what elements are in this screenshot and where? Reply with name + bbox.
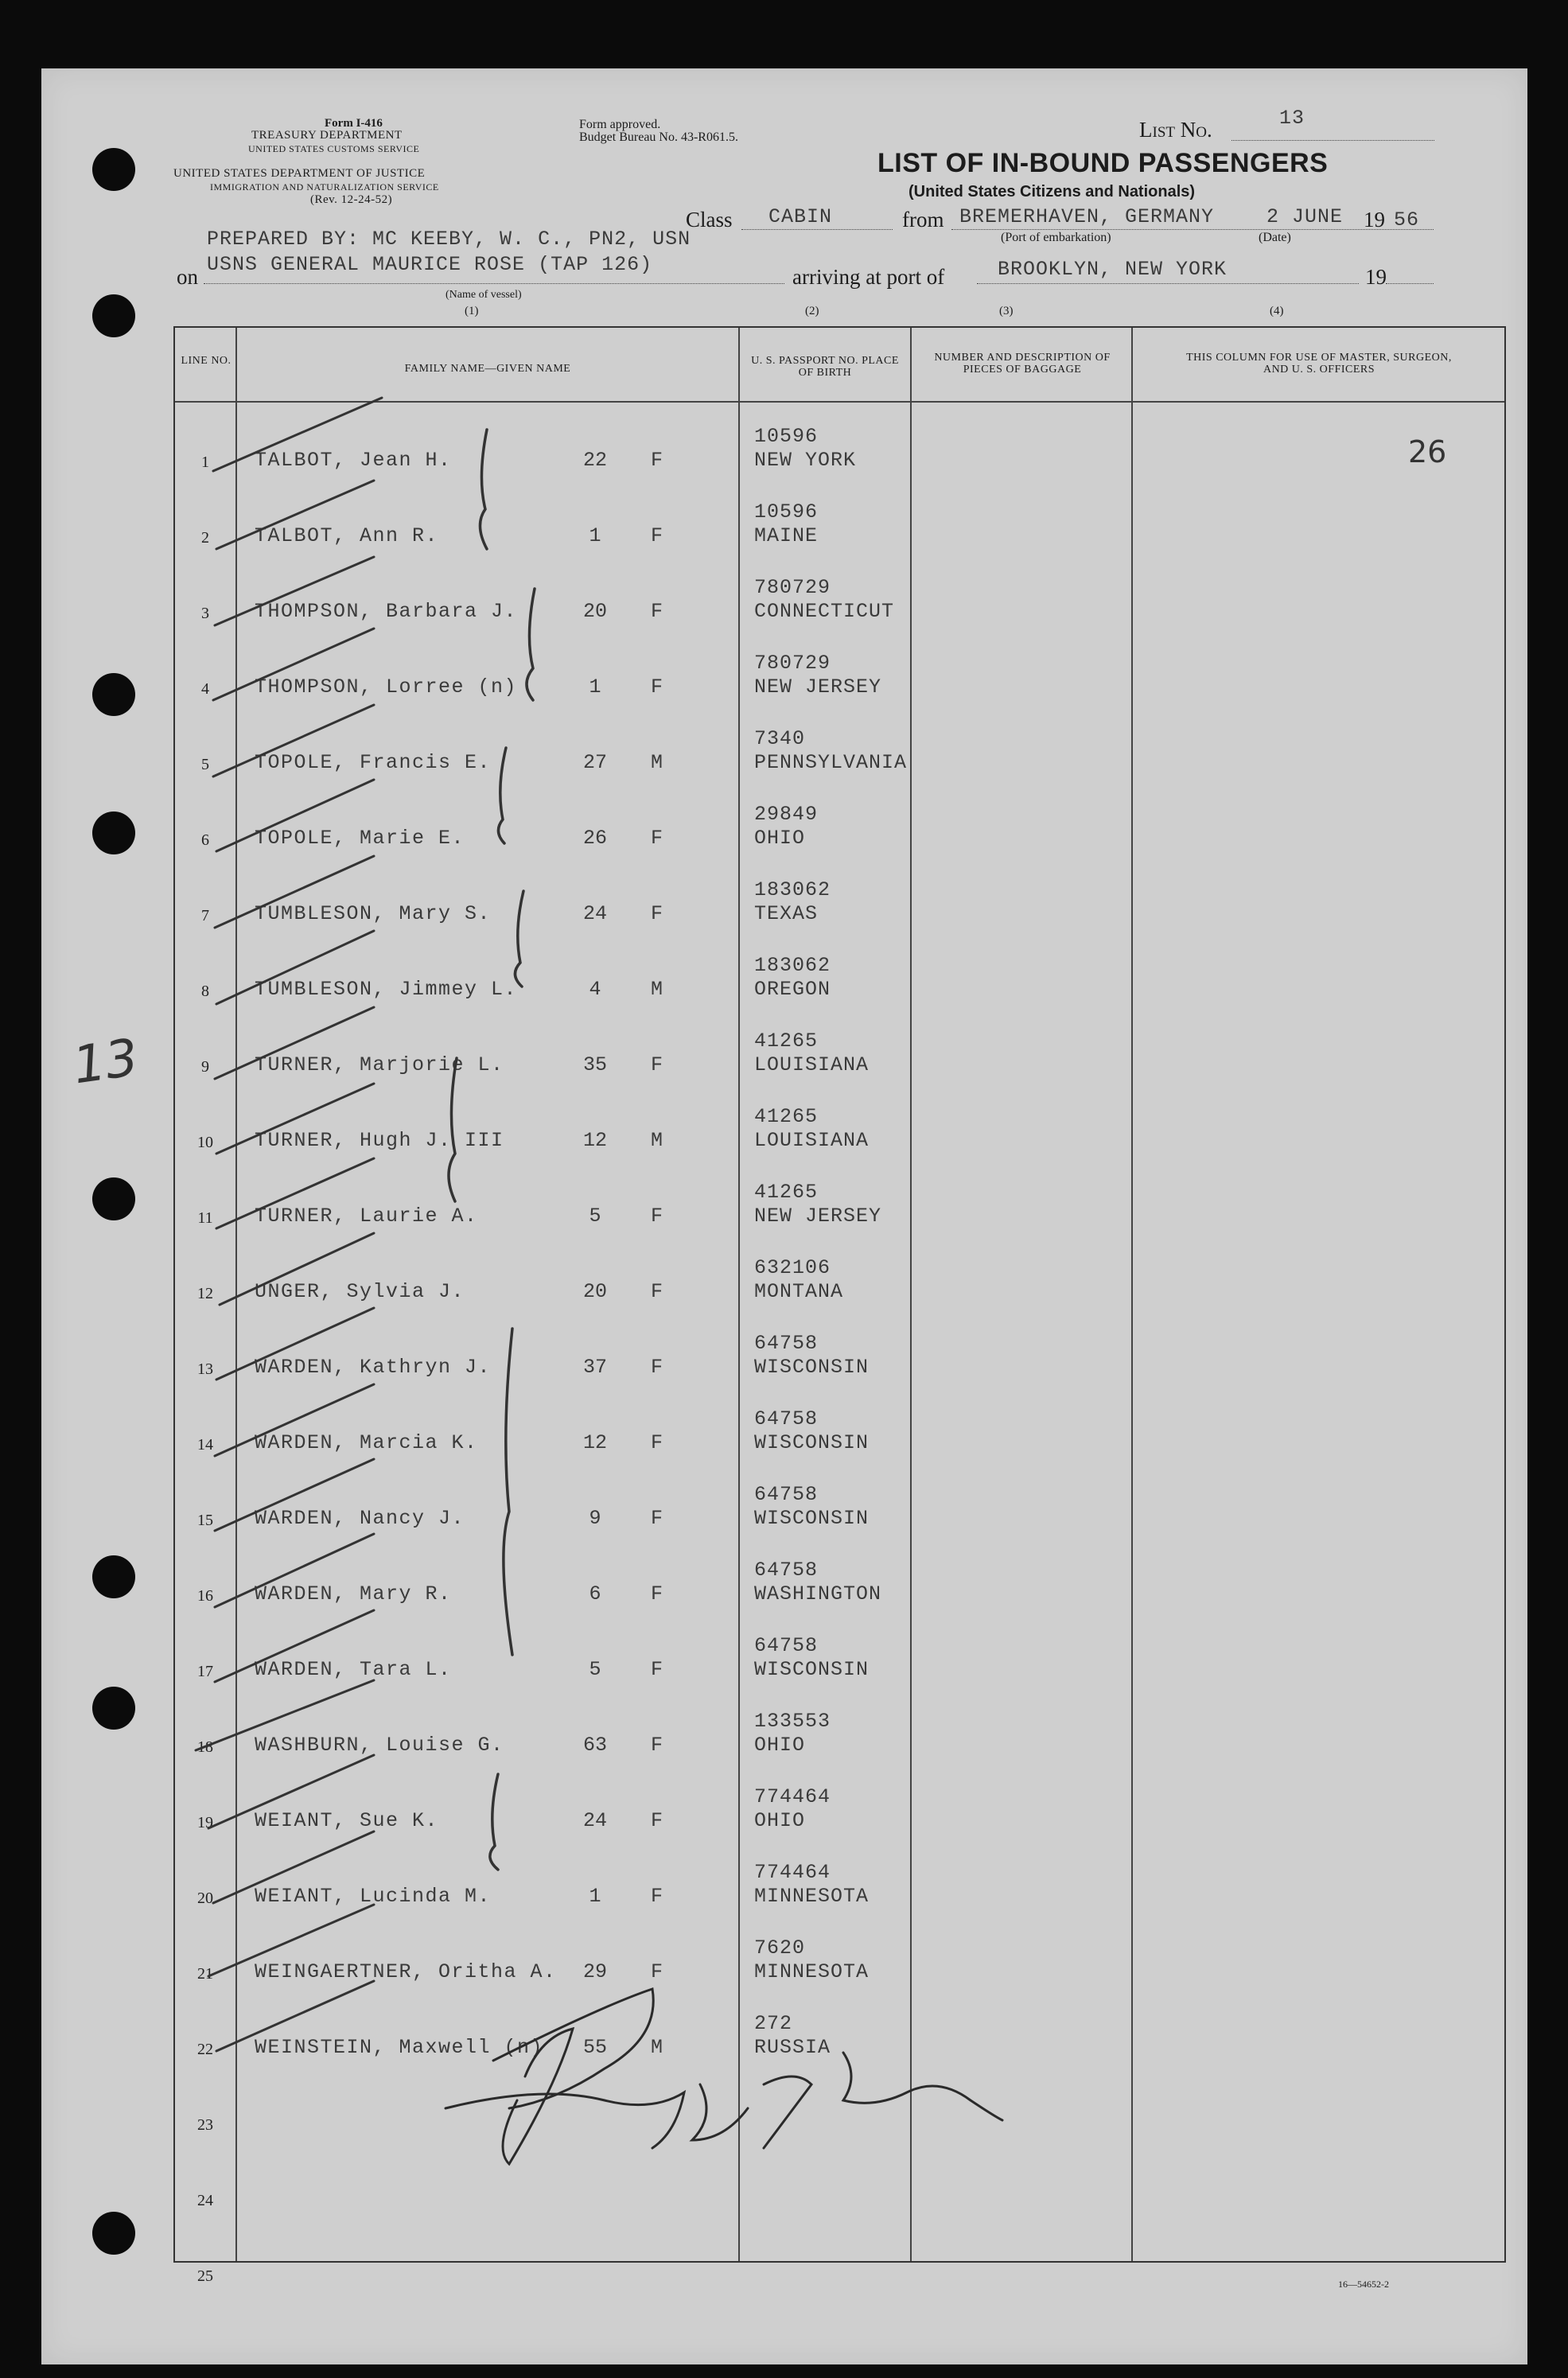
check-mark (215, 1007, 374, 1079)
officer-count-annotation: 26 (1408, 434, 1447, 469)
passport-number: 10596 (754, 425, 819, 448)
passenger-name: THOMPSON, Barbara J. (255, 600, 518, 623)
passenger-sex: M (651, 1129, 663, 1152)
date-caption: (Date) (1259, 231, 1291, 244)
place-of-birth: NEW JERSEY (754, 675, 882, 699)
year-value: 56 (1394, 208, 1420, 232)
date-value: 2 JUNE (1266, 205, 1344, 228)
treasury-department: TREASURY DEPARTMENT (251, 129, 403, 142)
line-number: 1 (201, 453, 209, 471)
header-baggage: NUMBER AND DESCRIPTION OF PIECES OF BAGGAGE (934, 352, 1111, 376)
check-mark (213, 398, 382, 471)
line-number: 24 (197, 2192, 213, 2209)
line-number: 25 (197, 2267, 213, 2285)
passport-number: 183062 (754, 954, 831, 977)
line-number: 3 (201, 605, 209, 622)
family-bracket (498, 748, 506, 843)
passenger-name: WARDEN, Kathryn J. (255, 1356, 492, 1379)
list-no-label: List No. (1139, 118, 1212, 142)
check-mark (216, 1308, 374, 1380)
document-title: LIST OF IN-BOUND PASSENGERS (877, 148, 1329, 178)
passenger-sex: F (651, 1280, 663, 1303)
customs-service: UNITED STATES CUSTOMS SERVICE (248, 143, 420, 154)
class-value: CABIN (768, 205, 833, 228)
header-passport: U. S. PASSPORT NO. PLACE OF BIRTH (751, 355, 899, 379)
passport-number: 183062 (754, 878, 831, 901)
family-bracket (504, 1329, 512, 1655)
place-of-birth: OHIO (754, 1809, 806, 1832)
passenger-sex: F (651, 1507, 663, 1530)
passport-number: 41265 (754, 1181, 819, 1204)
check-mark (216, 780, 374, 851)
passport-number: 64758 (754, 1332, 819, 1355)
passenger-name: WASHBURN, Louise G. (255, 1734, 504, 1757)
passenger-age: 35 (582, 1053, 607, 1076)
family-bracket (490, 1774, 498, 1870)
check-mark (216, 931, 374, 1004)
passenger-age: 20 (582, 600, 607, 623)
passenger-age: 1 (589, 675, 601, 699)
passenger-age: 24 (582, 1809, 607, 1832)
passenger-age: 22 (582, 449, 607, 472)
passenger-age: 26 (582, 827, 607, 850)
passenger-sex: F (651, 524, 663, 547)
passport-number: 272 (754, 2012, 793, 2035)
column-number-4: (4) (1270, 305, 1284, 317)
place-of-birth: OHIO (754, 1734, 806, 1757)
check-mark (213, 629, 374, 700)
passenger-name: TALBOT, Jean H. (255, 449, 452, 472)
line-number: 11 (197, 1209, 213, 1227)
passenger-sex: F (651, 449, 663, 472)
prepared-by: PREPARED BY: MC KEEBY, W. C., PN2, USN (207, 228, 691, 251)
on-label: on (177, 265, 198, 289)
check-mark (213, 705, 374, 776)
year-prefix: 19 (1364, 208, 1385, 232)
embark-caption: (Port of embarkation) (1001, 231, 1111, 244)
place-of-birth: CONNECTICUT (754, 600, 895, 623)
passenger-age: 1 (589, 524, 601, 547)
passenger-sex: F (651, 1885, 663, 1908)
place-of-birth: WISCONSIN (754, 1507, 870, 1530)
vessel-caption: (Name of vessel) (445, 289, 522, 301)
passenger-sex: F (651, 827, 663, 850)
place-of-birth: OREGON (754, 978, 831, 1001)
passenger-name: TURNER, Laurie A. (255, 1205, 478, 1228)
passport-number: 774464 (754, 1861, 831, 1884)
passenger-name: WARDEN, Marcia K. (255, 1431, 478, 1454)
passenger-age: 12 (582, 1431, 607, 1454)
check-mark (196, 1680, 374, 1750)
line-number: 19 (197, 1814, 213, 1831)
place-of-birth: LOUISIANA (754, 1053, 870, 1076)
line-number: 16 (197, 1587, 213, 1605)
line-number: 2 (201, 529, 209, 547)
passenger-sex: F (651, 675, 663, 699)
passenger-age: 27 (582, 751, 607, 774)
passport-number: 133553 (754, 1710, 831, 1733)
form-number: Form I-416 (325, 117, 383, 130)
place-of-birth: NEW YORK (754, 449, 857, 472)
margin-annotation: 13 (69, 1028, 142, 1096)
check-mark (215, 1610, 374, 1682)
passenger-age: 55 (582, 2036, 607, 2059)
passport-number: 41265 (754, 1029, 819, 1053)
check-mark (208, 1905, 374, 1976)
passenger-sex: F (651, 600, 663, 623)
passenger-age: 24 (582, 902, 607, 925)
place-of-birth: WISCONSIN (754, 1431, 870, 1454)
passenger-sex: F (651, 902, 663, 925)
place-of-birth: OHIO (754, 827, 806, 850)
passenger-name: UNGER, Sylvia J. (255, 1280, 465, 1303)
passenger-sex: F (651, 1356, 663, 1379)
place-of-birth: WISCONSIN (754, 1658, 870, 1681)
check-mark (215, 1384, 374, 1456)
passenger-name: TURNER, Hugh J. III (255, 1129, 504, 1152)
place-of-birth: LOUISIANA (754, 1129, 870, 1152)
passenger-name: WARDEN, Tara L. (255, 1658, 452, 1681)
passenger-age: 5 (589, 1205, 601, 1228)
signature (445, 1989, 1002, 2164)
header-officers: THIS COLUMN FOR USE OF MASTER, SURGEON, AND U. S. OFFICERS (1186, 352, 1452, 376)
column-number-2: (2) (805, 305, 819, 317)
check-mark (215, 856, 374, 928)
place-of-birth: RUSSIA (754, 2036, 831, 2059)
passport-number: 41265 (754, 1105, 819, 1128)
place-of-birth: NEW JERSEY (754, 1205, 882, 1228)
passenger-age: 4 (589, 978, 601, 1001)
passport-number: 632106 (754, 1256, 831, 1279)
family-bracket (515, 891, 523, 987)
passport-number: 780729 (754, 652, 831, 675)
passenger-name: TOPOLE, Francis E. (255, 751, 492, 774)
passport-number: 774464 (754, 1785, 831, 1808)
place-of-birth: MINNESOTA (754, 1885, 870, 1908)
passport-number: 7620 (754, 1936, 806, 1960)
check-mark (215, 1459, 374, 1531)
class-label: Class (686, 208, 733, 232)
passport-number: 64758 (754, 1559, 819, 1582)
place-of-birth: MONTANA (754, 1280, 844, 1303)
check-mark (215, 1534, 374, 1607)
passenger-name: WEIANT, Sue K. (255, 1809, 439, 1832)
passenger-age: 37 (582, 1356, 607, 1379)
passport-number: 29849 (754, 803, 819, 826)
passenger-sex: F (651, 1582, 663, 1605)
vessel-name: USNS GENERAL MAURICE ROSE (TAP 126) (207, 253, 653, 276)
check-mark (216, 1084, 374, 1154)
list-no-value: 13 (1279, 107, 1305, 130)
passenger-sex: F (651, 1658, 663, 1681)
budget-bureau: Budget Bureau No. 43-R061.5. (579, 130, 738, 144)
passenger-name: TOPOLE, Marie E. (255, 827, 465, 850)
check-mark (215, 557, 374, 625)
passenger-sex: F (651, 1053, 663, 1076)
form-approved: Form approved. (579, 118, 661, 131)
line-number: 7 (201, 907, 209, 924)
passenger-sex: F (651, 1431, 663, 1454)
passenger-age: 9 (589, 1507, 601, 1530)
passenger-age: 20 (582, 1280, 607, 1303)
check-mark (216, 481, 374, 549)
passenger-name: WEIANT, Lucinda M. (255, 1885, 492, 1908)
check-mark (208, 1755, 374, 1828)
place-of-birth: MINNESOTA (754, 1960, 870, 1983)
passenger-sex: F (651, 1809, 663, 1832)
line-number: 10 (197, 1134, 213, 1151)
header-name: FAMILY NAME—GIVEN NAME (404, 363, 571, 375)
line-number: 5 (201, 756, 209, 773)
family-bracket (527, 589, 535, 700)
footer-code: 16—54652-2 (1338, 2279, 1389, 2290)
passenger-name: WEINSTEIN, Maxwell (n) (255, 2036, 544, 2059)
line-number: 18 (197, 1738, 213, 1756)
ins-service: IMMIGRATION AND NATURALIZATION SERVICE (210, 181, 439, 193)
passenger-sex: M (651, 751, 663, 774)
passenger-age: 5 (589, 1658, 601, 1681)
header-line-no: LINE NO. (181, 355, 232, 367)
family-bracket (449, 1058, 457, 1201)
line-number: 4 (201, 680, 209, 698)
passenger-name: WEINGAERTNER, Oritha A. (255, 1960, 557, 1983)
line-number: 17 (197, 1663, 213, 1680)
arriving-label: arriving at port of (792, 265, 945, 289)
arriving-year: 19 (1365, 265, 1387, 289)
passport-number: 64758 (754, 1634, 819, 1657)
from-value: BREMERHAVEN, GERMANY (959, 205, 1215, 228)
line-number: 14 (197, 1436, 213, 1454)
line-number: 9 (201, 1058, 209, 1076)
line-number: 20 (197, 1890, 213, 1907)
line-number: 12 (197, 1285, 213, 1302)
passenger-age: 6 (589, 1582, 601, 1605)
passenger-name: TUMBLESON, Mary S. (255, 902, 492, 925)
passport-number: 64758 (754, 1407, 819, 1430)
passenger-age: 12 (582, 1129, 607, 1152)
arriving-port: BROOKLYN, NEW YORK (998, 258, 1228, 281)
line-number: 15 (197, 1512, 213, 1529)
check-mark (213, 1831, 374, 1903)
passport-number: 780729 (754, 576, 831, 599)
line-number: 6 (201, 831, 209, 849)
passenger-age: 63 (582, 1734, 607, 1757)
family-brackets (449, 430, 535, 1870)
check-mark (220, 1233, 374, 1305)
line-number: 21 (197, 1965, 213, 1983)
passenger-sex: M (651, 978, 663, 1001)
passenger-age: 1 (589, 1885, 601, 1908)
passenger-sex: F (651, 1960, 663, 1983)
column-number-3: (3) (999, 305, 1014, 317)
from-label: from (902, 208, 944, 232)
place-of-birth: MAINE (754, 524, 819, 547)
passenger-age: 29 (582, 1960, 607, 1983)
passenger-name: TALBOT, Ann R. (255, 524, 439, 547)
passenger-name: TUMBLESON, Jimmey L. (255, 978, 518, 1001)
document-subtitle: (United States Citizens and Nationals) (909, 183, 1196, 200)
family-bracket (480, 430, 487, 549)
place-of-birth: WASHINGTON (754, 1582, 882, 1605)
place-of-birth: PENNSYLVANIA (754, 751, 908, 774)
passenger-name: WARDEN, Nancy J. (255, 1507, 465, 1530)
line-number: 23 (197, 2116, 213, 2134)
passenger-sex: F (651, 1734, 663, 1757)
column-number-1: (1) (465, 305, 479, 317)
line-number: 8 (201, 983, 209, 1000)
check-mark (216, 1158, 374, 1228)
passenger-sex: F (651, 1205, 663, 1228)
passenger-sex: M (651, 2036, 663, 2059)
passenger-name: WARDEN, Mary R. (255, 1582, 452, 1605)
check-marks (196, 398, 382, 2051)
place-of-birth: WISCONSIN (754, 1356, 870, 1379)
passport-number: 10596 (754, 500, 819, 523)
passenger-name: TURNER, Marjorie L. (255, 1053, 504, 1076)
line-number: 22 (197, 2041, 213, 2058)
passenger-name: THOMPSON, Lorree (n) (255, 675, 518, 699)
place-of-birth: TEXAS (754, 902, 819, 925)
line-number: 13 (197, 1360, 213, 1378)
check-mark (216, 1981, 374, 2051)
form-revision: (Rev. 12-24-52) (310, 193, 393, 206)
justice-department: UNITED STATES DEPARTMENT OF JUSTICE (173, 167, 426, 180)
passport-number: 64758 (754, 1483, 819, 1506)
passport-number: 7340 (754, 727, 806, 750)
